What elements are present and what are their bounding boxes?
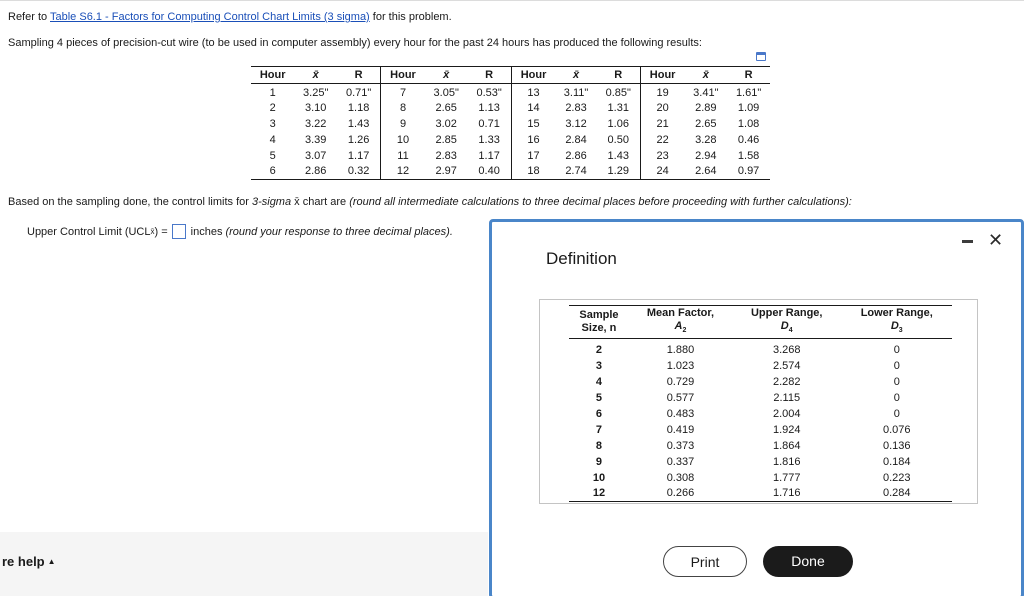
- table-cell: 3.11": [563, 86, 589, 99]
- factor-cell: 0.284: [842, 486, 953, 502]
- table-cell: 23: [640, 148, 684, 164]
- column-header: R: [468, 67, 512, 84]
- factor-cell: 0.223: [882, 471, 911, 484]
- factor-column-header: [629, 306, 732, 339]
- column-header: R: [337, 67, 381, 84]
- table-cell: 0.40: [468, 164, 512, 180]
- table-cell: 3.05": [433, 86, 459, 99]
- factor-cell: 1.023: [666, 359, 695, 372]
- table-cell: 1.43: [347, 117, 370, 130]
- control-limits-instruction: [8, 196, 852, 208]
- table-cell: 3: [269, 117, 276, 130]
- table-row: [251, 100, 770, 116]
- table-cell: 3.25": [303, 86, 329, 99]
- table-row: [251, 84, 770, 100]
- factor-cell: 3.268: [772, 343, 801, 356]
- table-cell: 2.94: [695, 149, 717, 162]
- table-cell: 1.08: [737, 117, 760, 130]
- factor-cell: 12: [569, 486, 629, 502]
- table-row: [251, 164, 770, 180]
- table-row: [251, 132, 770, 148]
- column-header: R: [597, 67, 641, 84]
- table-cell: 2.83: [565, 101, 587, 114]
- factor-row: [569, 486, 952, 502]
- header-subscript: 4: [788, 327, 793, 335]
- table-cell: 2.86: [294, 164, 337, 180]
- ucl-label: Upper Control Limit (UCL: [27, 225, 151, 238]
- based-sigma: 3-sigma: [251, 196, 292, 208]
- column-header: Hour: [640, 67, 684, 84]
- table-cell: 1.09: [737, 101, 760, 114]
- column-header: x̄: [684, 67, 727, 84]
- table-cell: 2.85: [435, 133, 457, 146]
- factor-cell: 0.266: [629, 486, 732, 502]
- table-cell: 1.26: [347, 133, 370, 146]
- header-line2: Size, n: [581, 322, 617, 334]
- header-symbol: D: [890, 319, 899, 332]
- table-cell: 13: [511, 84, 555, 100]
- table-cell: 1.31: [607, 101, 629, 114]
- table-cell: 1.06: [607, 117, 629, 130]
- factor-cell: 1.864: [772, 439, 801, 452]
- done-button[interactable]: Done: [763, 546, 853, 577]
- intro-prefix: Refer to: [8, 11, 50, 23]
- factor-cell: 0: [893, 407, 900, 420]
- factor-cell: 2.574: [772, 359, 801, 372]
- table-cell: 1.17: [478, 149, 500, 162]
- based-prefix: Based on the sampling done, the control limits for: [8, 196, 252, 208]
- table-cell: 0.97: [727, 164, 770, 180]
- table-cell: 3.39: [304, 133, 327, 146]
- close-icon[interactable]: ✕: [988, 230, 1004, 250]
- column-header: R: [727, 67, 770, 84]
- table-cell: 0.50: [607, 133, 629, 146]
- top-divider: [0, 0, 1024, 1]
- table-cell: 7: [381, 84, 425, 100]
- factor-cell: 0.419: [666, 423, 695, 436]
- header-line1: Lower Range,: [860, 306, 933, 319]
- factor-cell: 9: [595, 455, 603, 468]
- table-s6-1-link[interactable]: Table S6.1 - Factors for Computing Control Chart Limits (3 sigma): [50, 11, 370, 23]
- table-cell: 1.33: [478, 133, 500, 146]
- help-bar: [0, 532, 488, 596]
- table-cell: 0.53": [476, 86, 502, 99]
- table-cell: 2.65: [435, 101, 457, 114]
- table-cell: 2: [269, 101, 276, 114]
- ucl-subscript: x̄: [150, 227, 155, 236]
- table-cell: 4: [269, 133, 276, 146]
- header-symbol: D: [780, 319, 789, 332]
- factor-column-header: [569, 306, 629, 339]
- factor-cell: 1.716: [732, 486, 842, 502]
- factor-cell: 6: [595, 407, 603, 420]
- print-button[interactable]: Print: [663, 546, 747, 577]
- table-cell: 0.46: [737, 133, 760, 146]
- table-cell: 3.12: [565, 117, 587, 130]
- caret-up-icon: ▲: [47, 557, 56, 566]
- table-cell: 3.22: [304, 117, 327, 130]
- factor-column-header: [842, 306, 953, 339]
- table-cell: 2.84: [565, 133, 587, 146]
- factor-cell: 5: [595, 391, 603, 404]
- factor-row: [569, 422, 952, 438]
- column-header: Hour: [381, 67, 425, 84]
- table-cell: 20: [640, 100, 684, 116]
- table-cell: 3.02: [435, 117, 457, 130]
- factor-cell: 1.777: [772, 471, 801, 484]
- header-symbol: A: [674, 319, 683, 332]
- table-cell: 1.58: [737, 149, 760, 162]
- table-cell: 10: [381, 132, 425, 148]
- table-cell: 0.71: [478, 117, 500, 130]
- table-cell: 9: [381, 116, 425, 132]
- based-note: (round all intermediate calculations to three decimal places before proceeding with further calculations):: [349, 196, 852, 208]
- factor-cell: 0.184: [882, 455, 911, 468]
- ucl-label-end: ) =: [154, 225, 168, 238]
- table-cell: 17: [511, 148, 555, 164]
- table-cell: 16: [511, 132, 555, 148]
- table-cell: 0.32: [337, 164, 381, 180]
- copy-data-icon[interactable]: [756, 52, 766, 61]
- table-cell: 2.74: [555, 164, 596, 180]
- factor-cell: 10: [592, 471, 606, 484]
- factor-cell: 0.373: [666, 439, 695, 452]
- sampling-description: Sampling 4 pieces of precision-cut wire (to be used in computer assembly) every hour for the past 24 hours has produced the following results:: [8, 37, 702, 49]
- based-middle: chart are: [299, 196, 350, 208]
- header-line1: Upper Range,: [750, 306, 823, 319]
- factor-cell: 2.004: [772, 407, 801, 420]
- table-cell: 22: [640, 132, 684, 148]
- table-cell: 14: [511, 100, 555, 116]
- factor-cell: 4: [595, 375, 603, 388]
- table-cell: 1.13: [478, 101, 500, 114]
- column-header: x̄: [294, 67, 337, 84]
- table-cell: 12: [381, 164, 425, 180]
- intro-suffix: for this problem.: [369, 11, 452, 23]
- table-cell: 3.41": [693, 86, 719, 99]
- factor-cell: 3: [595, 359, 603, 372]
- factor-row: [569, 454, 952, 470]
- table-cell: 5: [269, 149, 276, 162]
- factor-cell: 0.076: [882, 423, 911, 436]
- table-cell: 0.85": [605, 86, 631, 99]
- factor-row: [569, 339, 952, 358]
- factor-cell: 0: [893, 375, 900, 388]
- factor-row: [569, 406, 952, 422]
- factor-cell: 0: [893, 359, 900, 372]
- more-help-button[interactable]: [2, 554, 56, 569]
- table-cell: 18: [511, 164, 555, 180]
- table-cell: 11: [381, 148, 425, 164]
- header-subscript: 2: [682, 327, 687, 335]
- table-cell: 8: [381, 100, 425, 116]
- column-header: Hour: [511, 67, 555, 84]
- table-row: [251, 116, 770, 132]
- ucl-answer-input[interactable]: [172, 224, 186, 239]
- factor-cell: 0.729: [666, 375, 695, 388]
- factor-cell: 2: [595, 343, 603, 356]
- factor-cell: 8: [595, 439, 603, 452]
- table-cell: 2.83: [435, 149, 457, 162]
- header-line1: Sample: [579, 309, 619, 321]
- factor-row: [569, 470, 952, 486]
- table-cell: 3.28: [695, 133, 717, 146]
- sampling-data-table: [251, 66, 770, 180]
- table-cell: 3.10: [304, 101, 327, 114]
- column-header: Hour: [251, 67, 294, 84]
- table-cell: 1.17: [347, 149, 370, 162]
- table-cell: 2.86: [565, 149, 587, 162]
- factor-cell: 2.282: [772, 375, 801, 388]
- factor-row: [569, 374, 952, 390]
- factor-cell: 0.483: [666, 407, 695, 420]
- table-cell: 1.18: [347, 101, 370, 114]
- header-line1: Mean Factor,: [646, 306, 715, 319]
- column-header: x̄: [425, 67, 468, 84]
- table-cell: 6: [251, 164, 294, 180]
- ucl-hint: (round your response to three decimal places).: [225, 225, 453, 238]
- factor-column-header: [732, 306, 842, 339]
- table-cell: 2.65: [695, 117, 717, 130]
- table-cell: 21: [640, 116, 684, 132]
- factor-row: [569, 390, 952, 406]
- table-cell: 1: [269, 86, 276, 99]
- ucl-question: [27, 224, 453, 239]
- table-cell: 2.64: [684, 164, 727, 180]
- table-row: [251, 148, 770, 164]
- factor-cell: 0.337: [666, 455, 695, 468]
- table-cell: 0.71": [345, 86, 372, 99]
- table-cell: 1.43: [607, 149, 629, 162]
- based-xbar: x̄: [291, 196, 300, 208]
- factor-table-container: [539, 299, 978, 504]
- dialog-title: Definition: [546, 249, 617, 268]
- factor-cell: 2.115: [773, 391, 801, 404]
- table-cell: 15: [511, 116, 555, 132]
- minimize-icon[interactable]: [962, 240, 973, 243]
- column-header: x̄: [555, 67, 596, 84]
- factor-cell: 1.816: [772, 455, 801, 468]
- header-subscript: 3: [898, 327, 903, 335]
- table-cell: 2.89: [695, 101, 717, 114]
- table-cell: 1.29: [597, 164, 641, 180]
- factor-cell: 0.308: [666, 471, 695, 484]
- intro-text: [8, 11, 452, 23]
- control-chart-factors-table: [569, 305, 952, 502]
- factor-cell: 1.880: [666, 343, 695, 356]
- table-cell: 19: [640, 84, 684, 100]
- factor-cell: 1.924: [772, 423, 801, 436]
- factor-cell: 0: [893, 391, 900, 404]
- table-cell: 3.07: [304, 149, 327, 162]
- more-help-label: re help: [2, 554, 45, 569]
- table-cell: 24: [640, 164, 684, 180]
- ucl-units: inches: [190, 225, 223, 238]
- definition-dialog: [489, 219, 1024, 596]
- factor-row: [569, 438, 952, 454]
- table-cell: 2.97: [425, 164, 468, 180]
- factor-row: [569, 358, 952, 374]
- factor-cell: 0: [893, 343, 900, 356]
- table-cell: 1.61": [735, 86, 762, 99]
- factor-cell: 7: [595, 423, 603, 436]
- factor-cell: 0.136: [882, 439, 911, 452]
- factor-cell: 0.577: [666, 391, 695, 404]
